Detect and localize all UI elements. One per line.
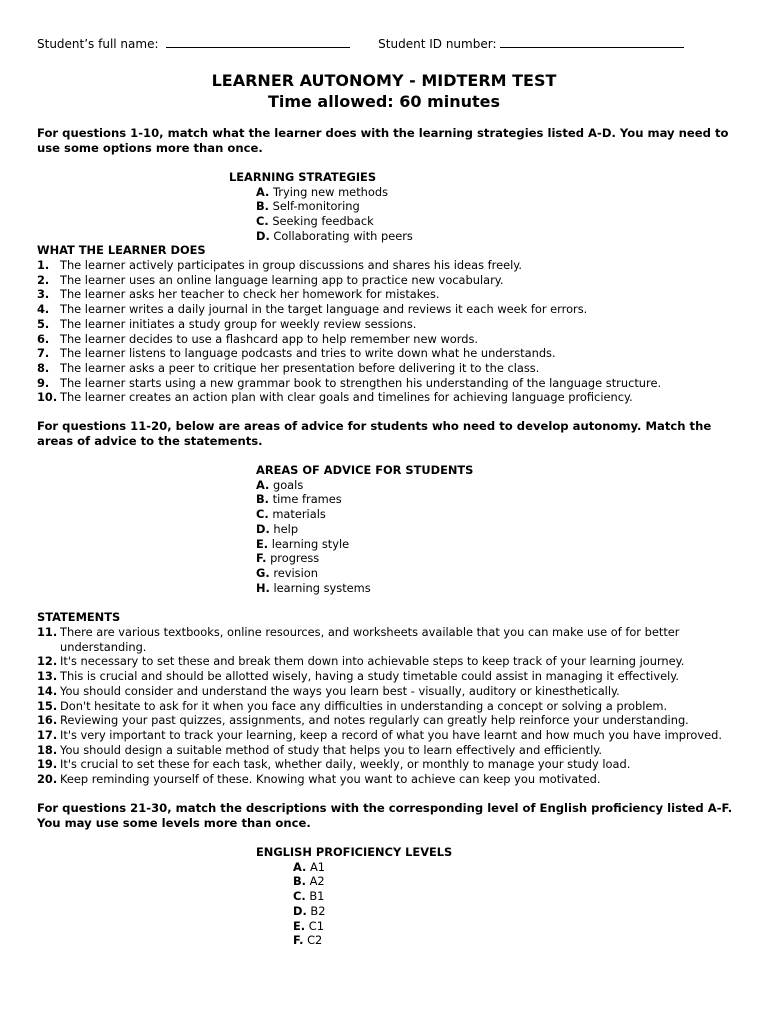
level-option-text: C1: [308, 918, 324, 933]
statement-item: [37, 669, 737, 684]
statements-heading: STATEMENTS: [37, 610, 121, 624]
learner-does-item-number: 4.: [37, 302, 50, 317]
page-title: LEARNER AUTONOMY - MIDTERM TEST: [211, 71, 557, 90]
learner-does-item: [37, 376, 737, 391]
levels-heading: ENGLISH PROFICIENCY LEVELS: [256, 845, 453, 859]
strategy-option-text: Collaborating with peers: [273, 228, 413, 243]
learner-does-item: [37, 317, 737, 332]
area-option-text: progress: [270, 551, 320, 566]
statement-item-text: Reviewing your past quizzes, assignments, and notes regularly can greatly help reinforce your understanding.: [60, 713, 689, 728]
level-option: [293, 919, 452, 934]
learner-does-item-text: The learner listens to language podcasts and tries to write down what he understands.: [60, 346, 556, 361]
level-option: [293, 889, 452, 904]
area-option-text: time frames: [272, 492, 342, 507]
level-option: [293, 904, 452, 919]
level-option-letter: D.: [293, 903, 307, 918]
name-label: Student’s full name:: [37, 37, 159, 51]
id-label: Student ID number:: [378, 37, 497, 51]
area-option-text: materials: [272, 507, 326, 522]
learner-does-item: [37, 332, 737, 347]
statement-item: [37, 728, 737, 743]
level-option-letter: F.: [293, 933, 304, 948]
level-option: [293, 860, 452, 875]
statements-list: [37, 625, 737, 787]
learner-does-item-text: The learner asks a peer to critique her presentation before delivering it to the class.: [60, 360, 540, 375]
part1-instruction: For questions 1-10, match what the learner does with the learning strategies listed A-D. You may need to use some options more than once.: [37, 126, 729, 155]
area-option: [256, 478, 473, 493]
time-allowed: Time allowed: 60 minutes: [267, 92, 501, 111]
statement-item-number: 18.: [37, 742, 58, 757]
statement-item-text: There are various textbooks, online resources, and worksheets available that you can make use of for better understanding.: [60, 625, 680, 654]
learner-does-item: [37, 390, 737, 405]
student-info-line: [37, 35, 684, 51]
statement-item: [37, 625, 737, 654]
strategies-heading: LEARNING STRATEGIES: [229, 170, 377, 184]
area-option: [256, 522, 473, 537]
learner-does-item: [37, 287, 737, 302]
learner-does-item: [37, 346, 737, 361]
area-option-letter: F.: [256, 551, 267, 566]
learner-does-list: [37, 258, 737, 405]
area-option-letter: C.: [256, 507, 269, 522]
area-option-text: help: [273, 521, 299, 536]
learner-does-item-text: The learner creates an action plan with clear goals and timelines for achieving language proficiency.: [60, 390, 633, 405]
area-option-text: revision: [273, 565, 318, 580]
statement-item-text: It's very important to track your learning, keep a record of what you have learnt and how much you have improved.: [60, 727, 722, 742]
learner-does-item: [37, 302, 737, 317]
level-option-letter: C.: [293, 889, 306, 904]
strategy-option: [256, 185, 413, 200]
levels-box: [256, 845, 452, 948]
learner-does-heading: WHAT THE LEARNER DOES: [37, 243, 206, 257]
level-option-text: C2: [307, 933, 323, 948]
strategy-option-text: Seeking feedback: [272, 214, 374, 229]
name-blank: [166, 35, 350, 48]
statement-item-number: 15.: [37, 698, 58, 713]
strategy-option: [256, 214, 413, 229]
level-option-letter: B.: [293, 874, 307, 889]
area-option-letter: A.: [256, 477, 270, 492]
area-option-letter: H.: [256, 580, 270, 595]
strategy-option-letter: A.: [256, 184, 270, 199]
statement-item-text: Keep reminding yourself of these. Knowing what you want to achieve can keep you motivated.: [60, 772, 601, 787]
statement-item-number: 19.: [37, 757, 58, 772]
statement-item: [37, 713, 737, 728]
statement-item-number: 11.: [37, 625, 58, 639]
strategy-option-letter: C.: [256, 214, 269, 229]
level-option-text: A2: [309, 874, 325, 889]
statement-item: [37, 699, 737, 714]
area-option-letter: D.: [256, 521, 270, 536]
levels-list: [256, 860, 452, 948]
area-option-letter: E.: [256, 536, 269, 551]
learner-does-item: [37, 273, 737, 288]
statement-item-number: 20.: [37, 772, 58, 787]
id-blank: [500, 35, 684, 48]
learner-does-item-text: The learner writes a daily journal in the target language and reviews it each week for errors.: [60, 302, 588, 317]
learner-does-item-number: 9.: [37, 375, 50, 390]
strategy-option: [256, 199, 413, 214]
area-option: [256, 581, 473, 596]
learner-does-item-number: 7.: [37, 346, 50, 361]
level-option-text: A1: [309, 859, 326, 874]
learner-does-item-number: 3.: [37, 287, 50, 302]
level-option: [293, 874, 452, 889]
statement-item: [37, 743, 737, 758]
learner-does-item-text: The learner initiates a study group for weekly review sessions.: [60, 316, 417, 331]
learner-does-item-number: 10.: [37, 390, 58, 405]
statement-item-text: Don't hesitate to ask for it when you face any difficulties in understanding a concept or solving a problem.: [60, 698, 668, 713]
strategy-option-letter: D.: [256, 228, 270, 243]
area-option: [256, 507, 473, 522]
strategies-box: [229, 170, 413, 244]
area-option-text: goals: [272, 477, 304, 492]
statement-item: [37, 654, 737, 669]
areas-list: [256, 478, 473, 596]
learner-does-item-number: 1.: [37, 258, 50, 272]
areas-heading: AREAS OF ADVICE FOR STUDENTS: [256, 463, 474, 477]
part2-instruction: For questions 11-20, below are areas of advice for students who need to develop autonomy. Match the areas of advice to the statements.: [37, 419, 712, 448]
strategy-option: [256, 229, 413, 244]
learner-does-item-text: The learner decides to use a flashcard app to help remember new words.: [60, 331, 479, 346]
area-option: [256, 537, 473, 552]
learner-does-item-number: 5.: [37, 316, 50, 331]
statement-item-text: This is crucial and should be allotted wisely, having a study timetable could assist in managing it effectively.: [60, 669, 679, 684]
learner-does-item-number: 8.: [37, 360, 50, 375]
statement-item: [37, 772, 737, 787]
learner-does-item: [37, 361, 737, 376]
level-option-text: B1: [309, 889, 325, 904]
area-option-letter: G.: [256, 565, 270, 580]
part3-instruction: For questions 21-30, match the descriptions with the corresponding level of English proficiency listed A-F. You may use some levels more than once.: [37, 801, 733, 830]
level-option-text: B2: [310, 903, 326, 918]
area-option-text: learning style: [271, 536, 350, 551]
statement-item-text: You should consider and understand the ways you learn best - visually, auditory or kinesthetically.: [60, 683, 620, 698]
level-option: [293, 933, 452, 948]
strategies-list: [229, 185, 413, 244]
level-option-letter: A.: [293, 859, 307, 874]
area-option-letter: B.: [256, 492, 270, 507]
statement-item-text: It's crucial to set these for each task, whether daily, weekly, or monthly to manage your study load.: [60, 757, 631, 772]
learner-does-item-number: 2.: [37, 272, 50, 287]
learner-does-item-text: The learner actively participates in group discussions and shares his ideas freely.: [60, 258, 523, 272]
statement-item: [37, 684, 737, 699]
area-option: [256, 551, 473, 566]
area-option: [256, 566, 473, 581]
area-option: [256, 492, 473, 507]
statement-item-text: It's necessary to set these and break them down into achievable steps to keep track of your learning journey.: [60, 654, 685, 669]
statement-item-text: You should design a suitable method of study that helps you to learn effectively and efficiently.: [60, 742, 602, 757]
level-option-letter: E.: [293, 918, 306, 933]
areas-box: [256, 463, 473, 595]
area-option-text: learning systems: [273, 580, 371, 595]
strategy-option-letter: B.: [256, 199, 270, 214]
learner-does-item-text: The learner starts using a new grammar book to strengthen his understanding of the language structure.: [60, 375, 662, 390]
learner-does-item: [37, 258, 737, 273]
learner-does-item-number: 6.: [37, 331, 50, 346]
learner-does-item-text: The learner asks her teacher to check her homework for mistakes.: [60, 287, 440, 302]
statement-item-number: 14.: [37, 683, 58, 698]
statement-item-number: 17.: [37, 727, 58, 742]
statement-item-number: 16.: [37, 713, 58, 728]
strategy-option-text: Self-monitoring: [272, 199, 360, 214]
statement-item: [37, 757, 737, 772]
strategy-option-text: Trying new methods: [272, 184, 389, 199]
learner-does-item-text: The learner uses an online language learning app to practice new vocabulary.: [60, 272, 504, 287]
statement-item-number: 13.: [37, 669, 58, 684]
statement-item-number: 12.: [37, 654, 58, 669]
